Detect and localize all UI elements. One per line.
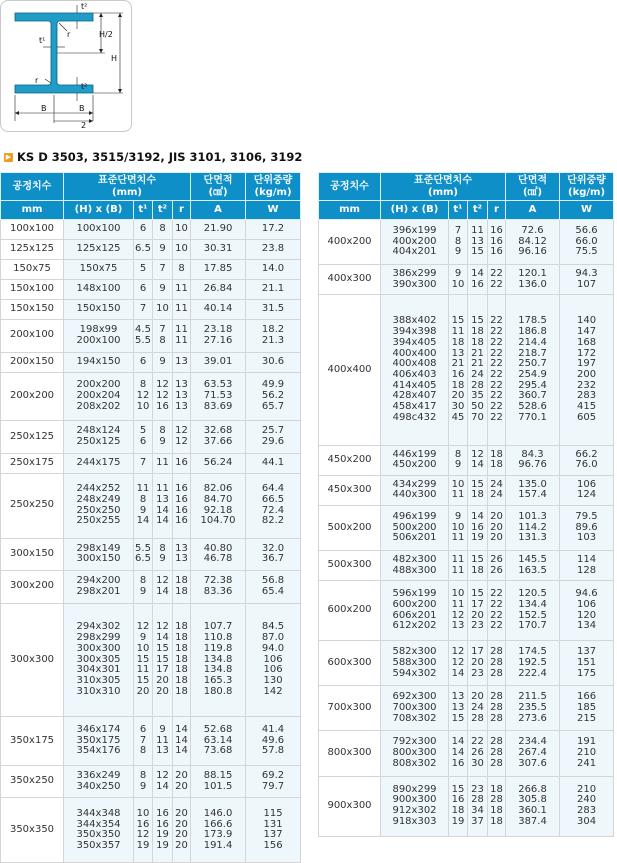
label-b-half-den: 2: [81, 121, 87, 130]
table-row: [1, 260, 301, 280]
area-cell: 84.3 96.76: [506, 445, 560, 475]
hb-cell: 248x124 250x125: [64, 421, 134, 454]
r-cell: 11 11: [173, 320, 191, 353]
t2-cell: 12 12 16: [153, 372, 173, 421]
table-row: [1, 421, 301, 454]
nominal-cell: 700x300: [319, 686, 381, 731]
hb-cell: 496x199 500x200 506x201: [381, 505, 449, 550]
t1-cell: 5 6: [134, 421, 153, 454]
nominal-cell: 100x100: [1, 220, 64, 240]
t2-cell: 12 14 15 15 17 20 20: [153, 603, 173, 717]
hb-cell: 890x299 900x300 912x302 918x303: [381, 776, 449, 836]
nominal-cell: 350x175: [1, 717, 64, 766]
sub-hb: (H) x (B): [381, 201, 449, 220]
col-standard-dims: [64, 173, 191, 201]
weight-cell: 18.2 21.3: [246, 320, 301, 353]
table-row: [319, 475, 614, 505]
table-row: [1, 372, 301, 421]
t2-cell: 9 11 13: [153, 717, 173, 766]
hb-cell: 482x300 488x300: [381, 550, 449, 580]
table-row: [319, 265, 614, 295]
nominal-cell: 250x250: [1, 473, 64, 538]
nominal-cell: 150x150: [1, 300, 64, 320]
weight-cell: 94.6 106 120 134: [560, 581, 614, 641]
table-row: [1, 300, 301, 320]
t2-cell: 22 26 30: [468, 731, 488, 776]
table-row: [1, 571, 301, 604]
table-row: [1, 352, 301, 372]
weight-cell: 69.2 79.7: [246, 765, 301, 798]
t1-cell: 8 12 10: [134, 372, 153, 421]
nominal-cell: 150x100: [1, 280, 64, 300]
r-cell: 18 18: [488, 445, 506, 475]
label-t1: t¹: [39, 36, 46, 45]
weight-cell: 166 185 215: [560, 686, 614, 731]
nominal-cell: 350x250: [1, 765, 64, 798]
nominal-cell: 400x400: [319, 295, 381, 446]
hb-cell: 200x200 200x204 208x202: [64, 372, 134, 421]
t1-cell: 8 9: [449, 445, 468, 475]
area-cell: 30.31: [191, 240, 246, 260]
area-cell: 56.24: [191, 453, 246, 473]
spec-table-right: [318, 172, 614, 837]
r-cell: 10: [173, 240, 191, 260]
col-area-label: 단면적: [518, 174, 548, 186]
weight-cell: 94.3 107: [560, 265, 614, 295]
area-cell: 26.84: [191, 280, 246, 300]
t2-cell: 9: [153, 280, 173, 300]
nominal-cell: 300x300: [1, 603, 64, 717]
sub-w: W: [560, 201, 614, 220]
weight-cell: 31.5: [246, 300, 301, 320]
sub-t1: t¹: [134, 201, 153, 220]
hb-cell: 294x302 298x299 300x300 300x305 304x301 310x305 310x310: [64, 603, 134, 717]
hb-cell: 148x100: [64, 280, 134, 300]
hb-cell: 244x252 248x249 250x250 250x255: [64, 473, 134, 538]
t1-cell: 15 11 18 13 21 16 18 20 30 45: [449, 295, 468, 446]
table-row: [319, 641, 614, 686]
hb-cell: 388x402 394x398 394x405 400x400 400x408 406x403 414x405 428x407 458x417 498c432: [381, 295, 449, 446]
hb-cell: 582x300 588x300 594x302: [381, 641, 449, 686]
area-cell: 146.0 166.6 173.9 191.4: [191, 798, 246, 863]
t2-cell: 15 18: [468, 475, 488, 505]
table-row: [319, 776, 614, 836]
t2-cell: 20 24 28: [468, 686, 488, 731]
t1-cell: 9 10 11: [449, 505, 468, 550]
t1-cell: 9 10: [449, 265, 468, 295]
weight-cell: 23.8: [246, 240, 301, 260]
table-row: [1, 453, 301, 473]
sub-r: r: [173, 201, 191, 220]
area-cell: 72.38 83.36: [191, 571, 246, 604]
nominal-cell: 400x200: [319, 220, 381, 265]
weight-cell: 14.0: [246, 260, 301, 280]
nominal-cell: 400x300: [319, 265, 381, 295]
table-row: [1, 717, 301, 766]
col-area: [191, 173, 246, 201]
hb-cell: 125x125: [64, 240, 134, 260]
h-beam-section-drawing: [1, 1, 131, 131]
area-cell: 40.14: [191, 300, 246, 320]
weight-cell: 115 131 137 156: [246, 798, 301, 863]
t1-cell: 8 9: [134, 765, 153, 798]
weight-cell: 21.1: [246, 280, 301, 300]
table-row: [319, 581, 614, 641]
area-cell: 88.15 101.5: [191, 765, 246, 798]
col-weight-label: 단위중량: [253, 174, 293, 186]
weight-cell: 30.6: [246, 352, 301, 372]
weight-cell: 32.0 36.7: [246, 538, 301, 571]
t2-cell: 11 13 15: [468, 220, 488, 265]
t1-cell: 6: [134, 352, 153, 372]
sub-t2: t²: [468, 201, 488, 220]
r-cell: 10: [173, 220, 191, 240]
t2-cell: 16 16 19 19: [153, 798, 173, 863]
t1-cell: 7: [134, 453, 153, 473]
weight-cell: 49.9 56.2 65.7: [246, 372, 301, 421]
hb-cell: 336x249 340x250: [64, 765, 134, 798]
r-cell: 28 28 28: [488, 641, 506, 686]
t2-cell: 17 20 23: [468, 641, 488, 686]
t1-cell: 13 13 15: [449, 686, 468, 731]
col-standard-dims-unit: (mm): [428, 186, 458, 198]
area-cell: 40.80 46.78: [191, 538, 246, 571]
nominal-cell: 350x350: [1, 798, 64, 863]
hb-cell: 150x75: [64, 260, 134, 280]
standard-heading: [4, 150, 302, 164]
r-cell: 16 16 16 16: [173, 473, 191, 538]
col-standard-dims-unit: (mm): [112, 186, 142, 198]
r-cell: 14 14 14: [173, 717, 191, 766]
nominal-cell: 150x75: [1, 260, 64, 280]
t1-cell: 7: [134, 300, 153, 320]
nominal-cell: 600x200: [319, 581, 381, 641]
t2-cell: 23 28 34 37: [468, 776, 488, 836]
label-b: B: [41, 104, 47, 113]
t2-cell: 9: [153, 352, 173, 372]
sub-t1: t¹: [449, 201, 468, 220]
hb-cell: 386x299 390x300: [381, 265, 449, 295]
r-cell: 13 13: [173, 538, 191, 571]
hb-cell: 792x300 800x300 808x302: [381, 731, 449, 776]
t2-cell: 14 16: [468, 265, 488, 295]
r-cell: 12 12: [173, 421, 191, 454]
sub-mm: mm: [319, 201, 381, 220]
r-cell: 22 22: [488, 265, 506, 295]
nominal-cell: 200x200: [1, 372, 64, 421]
r-cell: 11: [173, 280, 191, 300]
area-cell: 101.3 114.2 131.3: [506, 505, 560, 550]
sub-mm: mm: [1, 201, 64, 220]
weight-cell: 79.5 89.6 103: [560, 505, 614, 550]
table-row: [319, 550, 614, 580]
label-h-half: H/2: [99, 30, 113, 39]
r-cell: 13: [173, 352, 191, 372]
t1-cell: 15 16 18 19: [449, 776, 468, 836]
area-cell: 266.8 305.8 360.1 387.4: [506, 776, 560, 836]
area-cell: 234.4 267.4 307.6: [506, 731, 560, 776]
table-row: [1, 320, 301, 353]
table-row: [1, 603, 301, 717]
r-cell: 18 18: [173, 571, 191, 604]
t2-cell: 8: [153, 220, 173, 240]
r-cell: 28 28 28: [488, 686, 506, 731]
t2-cell: 12 14: [468, 445, 488, 475]
t1-cell: 5.5 6.5: [134, 538, 153, 571]
label-r-left: r: [35, 76, 39, 85]
hb-cell: 100x100: [64, 220, 134, 240]
t2-cell: 12 14: [153, 765, 173, 798]
hb-cell: 150x150: [64, 300, 134, 320]
t1-cell: 10 11 12 13: [449, 581, 468, 641]
sub-r: r: [488, 201, 506, 220]
col-standard-dims-label: 표준단면치수: [98, 174, 156, 186]
t2-cell: 15 18 18 21 21 24 28 35 50 70: [468, 295, 488, 446]
t2-cell: 11 13 14 14: [153, 473, 173, 538]
area-cell: 135.0 157.4: [506, 475, 560, 505]
r-cell: 24 24: [488, 475, 506, 505]
sub-hb: (H) x (B): [64, 201, 134, 220]
col-weight-unit: (kg/m): [254, 186, 292, 198]
nominal-cell: 500x300: [319, 550, 381, 580]
col-area: [506, 173, 560, 201]
area-cell: 174.5 192.5 222.4: [506, 641, 560, 686]
nominal-cell: 900x300: [319, 776, 381, 836]
t1-cell: 7 8 9: [449, 220, 468, 265]
table-row: [319, 731, 614, 776]
table-row: [319, 686, 614, 731]
hb-cell: 434x299 440x300: [381, 475, 449, 505]
hb-cell: 446x199 450x200: [381, 445, 449, 475]
hb-cell: 692x300 700x300 708x302: [381, 686, 449, 731]
nominal-cell: 500x200: [319, 505, 381, 550]
weight-cell: 64.4 66.5 72.4 82.2: [246, 473, 301, 538]
r-cell: 26 26: [488, 550, 506, 580]
area-cell: 32.68 37.66: [191, 421, 246, 454]
area-cell: 63.53 71.53 83.69: [191, 372, 246, 421]
sub-w: W: [246, 201, 301, 220]
hb-cell: 346x174 350x175 354x176: [64, 717, 134, 766]
t1-cell: 6: [134, 220, 153, 240]
spec-table-left: [0, 172, 301, 863]
h-beam-diagram: [0, 0, 132, 132]
t1-cell: 4.5 5.5: [134, 320, 153, 353]
weight-cell: 25.7 29.6: [246, 421, 301, 454]
r-cell: 13 13 13: [173, 372, 191, 421]
bullet-arrow-icon: ▶: [5, 152, 12, 161]
area-cell: 145.5 163.5: [506, 550, 560, 580]
r-cell: 20 20 20: [488, 505, 506, 550]
t1-cell: 12 12 14: [449, 641, 468, 686]
nominal-cell: 300x200: [1, 571, 64, 604]
weight-cell: 140 147 168 172 197 200 232 283 415 605: [560, 295, 614, 446]
r-cell: 20 20 20 20: [173, 798, 191, 863]
t2-cell: 11: [153, 453, 173, 473]
t2-cell: 9: [153, 240, 173, 260]
area-cell: 107.7 110.8 119.8 134.8 134.8 165.3 180.8: [191, 603, 246, 717]
area-cell: 120.5 134.4 152.5 170.7: [506, 581, 560, 641]
r-cell: 16 16 16: [488, 220, 506, 265]
label-b-half: B: [79, 104, 85, 113]
r-cell: 11: [173, 300, 191, 320]
weight-cell: 137 151 175: [560, 641, 614, 686]
t1-cell: 6: [134, 280, 153, 300]
area-cell: 178.5 186.8 214.4 218.7 250.7 254.9 295.4 360.7 528.6 770.1: [506, 295, 560, 446]
hb-cell: 294x200 298x201: [64, 571, 134, 604]
weight-cell: 191 210 241: [560, 731, 614, 776]
weight-cell: 210 240 283 304: [560, 776, 614, 836]
r-cell: 16: [173, 453, 191, 473]
col-weight: [560, 173, 614, 201]
t1-cell: 11 8 9 14: [134, 473, 153, 538]
weight-cell: 41.4 49.6 57.8: [246, 717, 301, 766]
t1-cell: 14 14 16: [449, 731, 468, 776]
weight-cell: 106 124: [560, 475, 614, 505]
t2-cell: 15 18: [468, 550, 488, 580]
t1-cell: 6.5: [134, 240, 153, 260]
t2-cell: 14 16 19: [468, 505, 488, 550]
weight-cell: 84.5 87.0 94.0 106 106 130 142: [246, 603, 301, 717]
area-cell: 120.1 136.0: [506, 265, 560, 295]
area-cell: 52.68 63.14 73.68: [191, 717, 246, 766]
label-t2-top: t²: [81, 2, 88, 11]
table-row: [1, 473, 301, 538]
t2-cell: 7: [153, 260, 173, 280]
col-standard-dims-label: 표준단면치수: [414, 174, 472, 186]
t2-cell: 7 8: [153, 320, 173, 353]
hb-cell: 194x150: [64, 352, 134, 372]
table-row: [1, 798, 301, 863]
r-cell: 18 18 18 18 18 18 18: [173, 603, 191, 717]
sub-a: A: [506, 201, 560, 220]
r-cell: 18 28 18 18: [488, 776, 506, 836]
col-area-unit: (㎠): [208, 186, 228, 198]
area-cell: 23.18 27.16: [191, 320, 246, 353]
col-weight-unit: (kg/m): [568, 186, 606, 198]
t1-cell: 6 7 8: [134, 717, 153, 766]
area-cell: 17.85: [191, 260, 246, 280]
col-nominal: 공정치수: [319, 173, 381, 201]
dimension-lines: [15, 5, 123, 123]
label-t2-bottom: t²: [81, 82, 88, 91]
t1-cell: 5: [134, 260, 153, 280]
area-cell: 21.90: [191, 220, 246, 240]
t1-cell: 10 16 12 19: [134, 798, 153, 863]
col-standard-dims: [381, 173, 506, 201]
hb-cell: 198x99 200x100: [64, 320, 134, 353]
col-nominal: 공정치수: [1, 173, 64, 201]
nominal-cell: 250x175: [1, 453, 64, 473]
hb-cell: 596x199 600x200 606x201 612x202: [381, 581, 449, 641]
t2-cell: 8 9: [153, 421, 173, 454]
table-row: [1, 280, 301, 300]
t1-cell: 8 9: [134, 571, 153, 604]
weight-cell: 17.2: [246, 220, 301, 240]
label-r-top: r: [67, 30, 71, 39]
table-row: [1, 240, 301, 260]
nominal-cell: 600x300: [319, 641, 381, 686]
area-cell: 82.06 84.70 92.18 104.70: [191, 473, 246, 538]
nominal-cell: 300x150: [1, 538, 64, 571]
hb-cell: 344x348 344x354 350x350 350x357: [64, 798, 134, 863]
table-row: [1, 220, 301, 240]
col-weight-label: 단위중량: [567, 174, 606, 186]
r-cell: 22 22 22 22 22 22 22 22 22 22: [488, 295, 506, 446]
t2-cell: 8 9: [153, 538, 173, 571]
t2-cell: 15 17 20 23: [468, 581, 488, 641]
area-cell: 211.5 235.5 273.6: [506, 686, 560, 731]
r-cell: 22 22 22 22: [488, 581, 506, 641]
nominal-cell: 250x125: [1, 421, 64, 454]
col-area-label: 단면적: [203, 174, 233, 186]
t2-cell: 12 14: [153, 571, 173, 604]
hb-cell: 298x149 300x150: [64, 538, 134, 571]
col-area-unit: (㎠): [522, 186, 543, 198]
weight-cell: 56.6 66.0 75.5: [560, 220, 614, 265]
table-row: [1, 765, 301, 798]
weight-cell: 56.8 65.4: [246, 571, 301, 604]
table-row: [319, 505, 614, 550]
sub-a: A: [191, 201, 246, 220]
weight-cell: 114 128: [560, 550, 614, 580]
table-row: [319, 445, 614, 475]
table-row: [319, 295, 614, 446]
nominal-cell: 200x150: [1, 352, 64, 372]
nominal-cell: 200x100: [1, 320, 64, 353]
nominal-cell: 450x200: [319, 445, 381, 475]
nominal-cell: 800x300: [319, 731, 381, 776]
hb-cell: 244x175: [64, 453, 134, 473]
table-row: [319, 220, 614, 265]
nominal-cell: 125x125: [1, 240, 64, 260]
t1-cell: 12 9 10 15 11 15 20: [134, 603, 153, 717]
heading-text: KS D 3503, 3515/3192, JIS 3101, 3106, 3192: [17, 150, 303, 164]
r-cell: 8: [173, 260, 191, 280]
table-row: [1, 538, 301, 571]
t2-cell: 10: [153, 300, 173, 320]
weight-cell: 66.2 76.0: [560, 445, 614, 475]
hb-cell: 396x199 400x200 404x201: [381, 220, 449, 265]
sub-t2: t²: [153, 201, 173, 220]
r-cell: 20 20: [173, 765, 191, 798]
area-cell: 72.6 84.12 96.16: [506, 220, 560, 265]
col-weight: [246, 173, 301, 201]
area-cell: 39.01: [191, 352, 246, 372]
nominal-cell: 450x300: [319, 475, 381, 505]
t1-cell: 10 11: [449, 475, 468, 505]
t1-cell: 11 11: [449, 550, 468, 580]
r-cell: 28 28 28: [488, 731, 506, 776]
label-h: H: [111, 54, 118, 63]
weight-cell: 44.1: [246, 453, 301, 473]
